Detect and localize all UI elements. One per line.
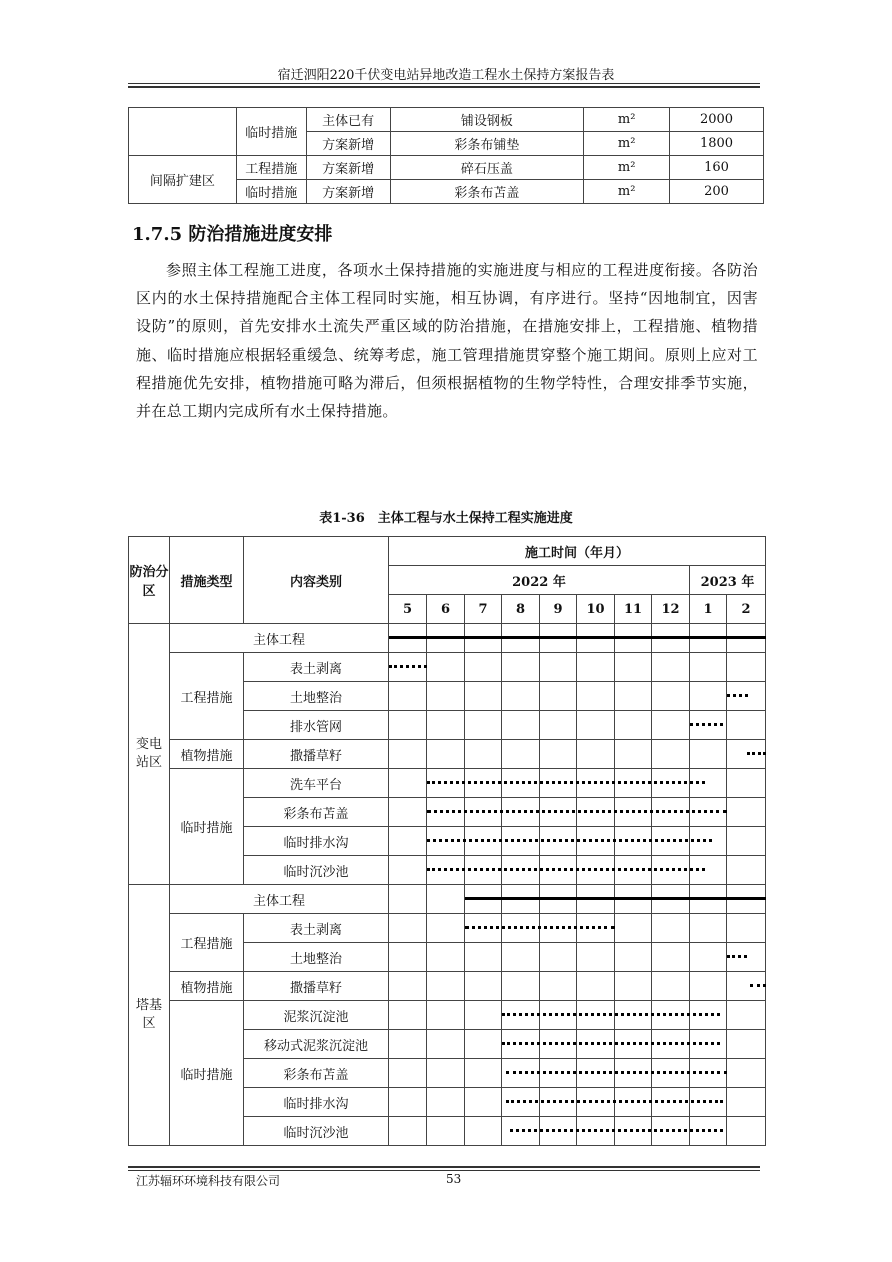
time-cell [389, 885, 427, 914]
table-caption: 表1-36 主体工程与水土保持工程实施进度 [319, 511, 573, 526]
time-cell [427, 914, 465, 943]
table-cell-qty: 160 [670, 156, 764, 180]
time-cell [427, 885, 465, 914]
header-type: 措施类型 [170, 537, 244, 624]
table-cell-unit: m² [584, 156, 670, 180]
content-cell: 表土剥离 [244, 653, 389, 682]
header-month: 11 [615, 595, 652, 624]
time-cell [502, 740, 540, 769]
table-cell-qty: 1800 [670, 132, 764, 156]
time-cell [615, 914, 652, 943]
table-cell-region [129, 108, 237, 156]
time-cell [427, 798, 465, 827]
zone-cell: 塔基区 [129, 885, 170, 1146]
time-cell [427, 827, 465, 856]
content-cell: 临时沉沙池 [244, 1117, 389, 1146]
time-cell [502, 1059, 540, 1088]
time-cell [577, 711, 615, 740]
header-zone: 防治分区 [129, 537, 170, 624]
table-row [129, 156, 764, 180]
table-cell-type: 工程措施 [236, 156, 306, 180]
table-row [129, 653, 766, 682]
schedule-table [128, 536, 766, 1146]
header-rule [128, 83, 760, 84]
time-cell [502, 1030, 540, 1059]
time-cell [502, 1088, 540, 1117]
header-month: 5 [389, 595, 427, 624]
schedule-header-row [129, 537, 766, 566]
schedule-bar-dotted [502, 1013, 720, 1016]
table-row [129, 885, 766, 914]
time-cell [652, 914, 690, 943]
time-cell [615, 943, 652, 972]
header-rule-thick [128, 86, 760, 88]
time-cell [690, 972, 727, 1001]
time-cell [540, 740, 577, 769]
measures-table [128, 107, 764, 204]
time-cell [389, 827, 427, 856]
table-row [129, 972, 766, 1001]
time-cell [389, 682, 427, 711]
content-cell: 移动式泥浆沉淀池 [244, 1030, 389, 1059]
header-month: 6 [427, 595, 465, 624]
time-cell [652, 682, 690, 711]
header-time: 施工时间（年月） [389, 537, 766, 566]
table-cell-source: 方案新增 [306, 132, 390, 156]
time-cell [540, 943, 577, 972]
content-cell: 彩条布苫盖 [244, 798, 389, 827]
time-cell [577, 682, 615, 711]
section-heading: 1.7.5 防治措施进度安排 [132, 224, 333, 245]
time-cell [389, 769, 427, 798]
schedule-bar-dotted [427, 810, 727, 813]
time-cell [389, 653, 427, 682]
time-cell [389, 624, 427, 653]
time-cell [465, 1030, 502, 1059]
schedule-bar-dotted [690, 723, 723, 726]
table-cell-unit: m² [584, 180, 670, 204]
time-cell [652, 943, 690, 972]
time-cell [727, 943, 766, 972]
table-row [129, 1001, 766, 1030]
time-cell [465, 711, 502, 740]
content-cell: 表土剥离 [244, 914, 389, 943]
time-cell [615, 653, 652, 682]
time-cell [389, 740, 427, 769]
time-cell [577, 653, 615, 682]
table-cell-region: 间隔扩建区 [129, 156, 237, 204]
time-cell [465, 1117, 502, 1146]
header-month: 2 [727, 595, 766, 624]
time-cell [727, 914, 766, 943]
table-cell-content: 铺设钢板 [390, 108, 584, 132]
time-cell [727, 827, 766, 856]
time-cell [427, 972, 465, 1001]
content-cell: 洗车平台 [244, 769, 389, 798]
type-cell: 工程措施 [170, 914, 244, 972]
time-cell [389, 711, 427, 740]
time-cell [652, 740, 690, 769]
time-cell [690, 914, 727, 943]
time-cell [389, 1059, 427, 1088]
time-cell [690, 943, 727, 972]
time-cell [727, 1059, 766, 1088]
time-cell [577, 943, 615, 972]
footer-company: 江苏辐环环境科技有限公司 [136, 1174, 281, 1188]
time-cell [427, 1030, 465, 1059]
time-cell [427, 1088, 465, 1117]
schedule-bar-solid [389, 636, 766, 639]
time-cell [652, 972, 690, 1001]
time-cell [427, 682, 465, 711]
time-cell [727, 798, 766, 827]
table-cell-content: 碎石压盖 [390, 156, 584, 180]
content-cell: 主体工程 [170, 885, 389, 914]
time-cell [465, 1001, 502, 1030]
time-cell [727, 1088, 766, 1117]
time-cell [502, 943, 540, 972]
schedule-bar-dotted [510, 1129, 724, 1132]
time-cell [427, 711, 465, 740]
type-cell: 工程措施 [170, 653, 244, 740]
time-cell [690, 740, 727, 769]
page-header-title: 宿迁泗阳220千伏变电站异地改造工程水土保持方案报告表 [277, 68, 615, 83]
table-cell-content: 彩条布铺垫 [390, 132, 584, 156]
content-cell: 土地整治 [244, 943, 389, 972]
time-cell [727, 769, 766, 798]
time-cell [615, 972, 652, 1001]
schedule-bar-dotted [427, 781, 705, 784]
footer-rule [128, 1170, 760, 1171]
time-cell [389, 1088, 427, 1117]
table-row [129, 108, 764, 132]
time-cell [502, 653, 540, 682]
time-cell [465, 682, 502, 711]
header-month: 8 [502, 595, 540, 624]
time-cell [690, 711, 727, 740]
time-cell [427, 1059, 465, 1088]
table-row [129, 624, 766, 653]
table-cell-qty: 2000 [670, 108, 764, 132]
content-cell: 泥浆沉淀池 [244, 1001, 389, 1030]
content-cell: 临时排水沟 [244, 827, 389, 856]
table-row [129, 914, 766, 943]
zone-cell: 变电站区 [129, 624, 170, 885]
table-cell-source: 方案新增 [306, 180, 390, 204]
page-number: 53 [446, 1172, 462, 1186]
schedule-bar-dotted [750, 984, 766, 987]
time-cell [427, 740, 465, 769]
time-cell [465, 1059, 502, 1088]
time-cell [727, 1117, 766, 1146]
time-cell [389, 914, 427, 943]
time-cell [427, 653, 465, 682]
schedule-bar-dotted [506, 1100, 724, 1103]
footer-rule-thick [128, 1166, 760, 1168]
time-cell [502, 1117, 540, 1146]
time-cell [465, 943, 502, 972]
time-cell [465, 914, 502, 943]
time-cell [502, 972, 540, 1001]
time-cell [465, 972, 502, 1001]
schedule-bar-dotted [427, 839, 712, 842]
type-cell: 临时措施 [170, 1001, 244, 1146]
time-cell [540, 653, 577, 682]
header-month: 10 [577, 595, 615, 624]
schedule-bar-dotted [727, 955, 747, 958]
content-cell: 撒播草籽 [244, 740, 389, 769]
time-cell [427, 943, 465, 972]
table-cell-type: 临时措施 [236, 108, 306, 156]
time-cell [465, 653, 502, 682]
time-cell [540, 711, 577, 740]
type-cell: 植物措施 [170, 972, 244, 1001]
time-cell [727, 1001, 766, 1030]
time-cell [652, 711, 690, 740]
body-paragraph: 参照主体工程施工进度，各项水土保持措施的实施进度与相应的工程进度衔接。各防治区内的水土保持措施配合主体工程同时实施，相互协调，有序进行。坚持“因地制宜，因害设防”的原则，首先安排水土流失严重区域的防治措施，在措施安排上，工程措施、植物措施、临时措施应根据轻重缓急、统筹考虑，施工管理措施贯穿整个施工期间。原则上应对工程措施优先安排，植物措施可略为滞后，但须根据植物的生物学特性，合理安排季节实施，并在总工期内完成所有水土保持措施。 [136, 261, 758, 421]
time-cell [465, 1088, 502, 1117]
time-cell [389, 856, 427, 885]
schedule-bar-dotted [465, 926, 615, 929]
header-month: 1 [690, 595, 727, 624]
type-cell: 临时措施 [170, 769, 244, 885]
header-content: 内容类别 [244, 537, 389, 624]
time-cell [389, 1030, 427, 1059]
header-year-2022: 2022 年 [389, 566, 690, 595]
time-cell [389, 798, 427, 827]
table-cell-type: 临时措施 [236, 180, 306, 204]
header-month: 9 [540, 595, 577, 624]
time-cell [540, 972, 577, 1001]
time-cell [389, 1117, 427, 1146]
time-cell [690, 653, 727, 682]
table-row [129, 740, 766, 769]
header-month: 7 [465, 595, 502, 624]
time-cell [727, 972, 766, 1001]
time-cell [727, 711, 766, 740]
table-row [129, 769, 766, 798]
time-cell [727, 740, 766, 769]
schedule-bar-dotted [727, 694, 748, 697]
time-cell [652, 653, 690, 682]
time-cell [465, 885, 502, 914]
time-cell [389, 1001, 427, 1030]
content-cell: 排水管网 [244, 711, 389, 740]
type-cell: 植物措施 [170, 740, 244, 769]
time-cell [502, 682, 540, 711]
schedule-bar-dotted [389, 665, 427, 668]
table-cell-source: 方案新增 [306, 156, 390, 180]
time-cell [727, 653, 766, 682]
time-cell [540, 682, 577, 711]
schedule-bar-dotted [747, 752, 767, 755]
time-cell [577, 740, 615, 769]
time-cell [727, 856, 766, 885]
schedule-bar-dotted [502, 1042, 720, 1045]
time-cell [389, 972, 427, 1001]
schedule-bar-dotted [506, 1071, 727, 1074]
time-cell [577, 972, 615, 1001]
content-cell: 彩条布苫盖 [244, 1059, 389, 1088]
header-month: 12 [652, 595, 690, 624]
time-cell [615, 711, 652, 740]
time-cell [615, 682, 652, 711]
time-cell [427, 769, 465, 798]
content-cell: 撒播草籽 [244, 972, 389, 1001]
content-cell: 主体工程 [170, 624, 389, 653]
table-cell-unit: m² [584, 132, 670, 156]
table-cell-content: 彩条布苫盖 [390, 180, 584, 204]
time-cell [615, 740, 652, 769]
content-cell: 土地整治 [244, 682, 389, 711]
time-cell [389, 943, 427, 972]
header-year-2023: 2023 年 [690, 566, 766, 595]
time-cell [427, 1001, 465, 1030]
schedule-bar-solid [465, 897, 766, 900]
content-cell: 临时沉沙池 [244, 856, 389, 885]
time-cell [690, 682, 727, 711]
time-cell [727, 682, 766, 711]
content-cell: 临时排水沟 [244, 1088, 389, 1117]
table-cell-qty: 200 [670, 180, 764, 204]
table-cell-unit: m² [584, 108, 670, 132]
table-cell-source: 主体已有 [306, 108, 390, 132]
schedule-bar-dotted [427, 868, 705, 871]
time-cell [502, 711, 540, 740]
time-cell [502, 1001, 540, 1030]
time-cell [465, 740, 502, 769]
time-cell [427, 1117, 465, 1146]
time-cell [427, 856, 465, 885]
time-cell [727, 1030, 766, 1059]
